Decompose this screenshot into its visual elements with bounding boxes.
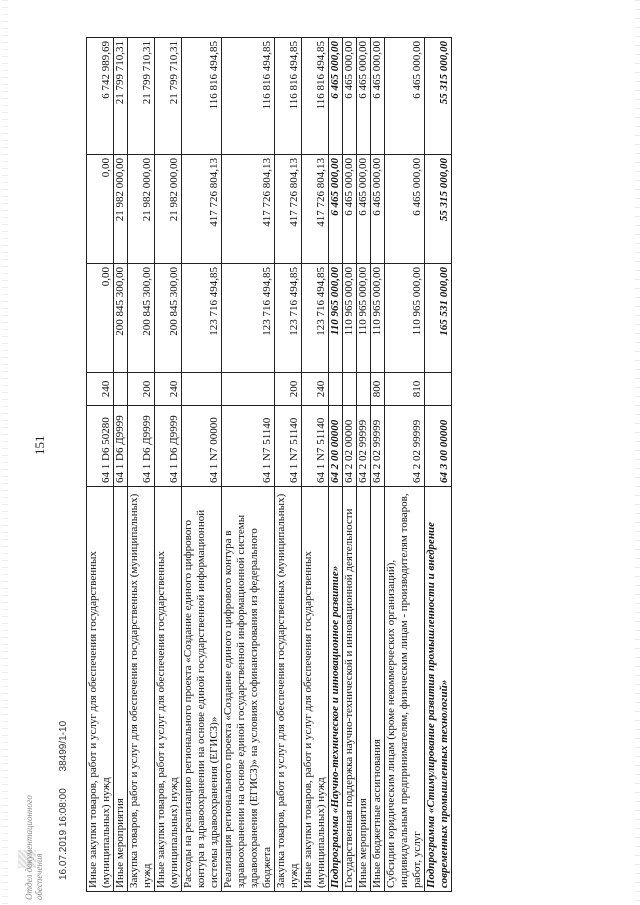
row-value-2-cell: 417 726 804,13 [302,155,329,264]
row-code-cell: 64 2 02 99999 [371,406,385,487]
scan-edge-left [2,0,8,905]
table-row [128,38,155,892]
table-row [329,38,343,892]
row-code-cell: 64 1 N7 00000 [182,406,222,487]
row-value-1-cell: 123 716 494,85 [182,264,222,373]
table-row [222,38,275,892]
row-value-2-cell: 21 982 000,00 [128,155,155,264]
row-code-cell: 64 1 N7 51140 [222,406,275,487]
row-name-cell: Расходы на реализацию регионального проекта «Создание единого цифрового контура в здравоохранении на основе единой государственной информационной системы здравоохранения (ЕГИСЗ)» [182,487,222,892]
table-row [425,38,452,892]
table-row [302,38,329,892]
row-value-3-cell: 6 465 000,00 [357,38,371,155]
row-value-2-cell: 417 726 804,13 [275,155,302,264]
row-value-2-cell: 21 982 000,00 [114,155,128,264]
row-value-3-cell: 21 799 710,31 [128,38,155,155]
row-value-2-cell: 0,00 [87,155,114,264]
row-code-cell: 64 3 00 00000 [425,406,452,487]
row-type-cell: 240 [302,373,329,406]
row-value-2-cell: 417 726 804,13 [182,155,222,264]
row-type-cell: 200 [275,373,302,406]
row-value-3-cell: 55 315 000,00 [425,38,452,155]
stamp-line-1: Отдел документационного [24,795,34,900]
row-name-cell: Иные закупки товаров, работ и услуг для обеспечения государственных (муниципальных) нужд [302,487,329,892]
row-value-3-cell: 116 816 494,85 [222,38,275,155]
row-value-3-cell: 6 465 000,00 [371,38,385,155]
row-name-cell: Иные закупки товаров, работ и услуг для обеспечения государственных (муниципальных) нужд [87,487,114,892]
department-stamp [24,795,44,900]
row-code-cell: 64 2 00 00000 [329,406,343,487]
table-row [275,38,302,892]
row-type-cell: 240 [87,373,114,406]
row-name-cell: Закупка товаров, работ и услуг для обеспечения государственных (муниципальных) нужд [128,487,155,892]
row-type-cell: 240 [155,373,182,406]
row-value-1-cell: 110 965 000,00 [357,264,371,373]
row-type-cell [222,373,275,406]
row-value-3-cell: 116 816 494,85 [275,38,302,155]
table-row [385,38,425,892]
row-name-cell: Закупка товаров, работ и услуг для обеспечения государственных (муниципальных) нужд [275,487,302,892]
row-value-1-cell: 110 965 000,00 [329,264,343,373]
table-row [343,38,357,892]
row-code-cell: 64 1 N7 51140 [275,406,302,487]
row-code-cell: 64 1 N7 51140 [302,406,329,487]
footer-datetime: 16.07.2019 16:08:00 [58,788,69,880]
row-code-cell: 64 2 02 99999 [357,406,371,487]
row-code-cell: 64 1 D6 50280 [87,406,114,487]
row-value-1-cell: 123 716 494,85 [302,264,329,373]
row-name-cell: Иные мероприятия [357,487,371,892]
row-name-cell: Иные мероприятия [114,487,128,892]
table-row [357,38,371,892]
page-number: 151 [32,435,47,455]
row-value-1-cell: 110 965 000,00 [343,264,357,373]
row-value-2-cell: 6 465 000,00 [357,155,371,264]
footer-doc-id: 38499/1-10 [58,720,69,772]
row-code-cell: 64 1 D6 Д9999 [128,406,155,487]
row-name-cell: Подпрограмма «Стимулирование развития промышленности и внедрение современных промышленных технологий» [425,487,452,892]
row-code-cell: 64 1 D6 Д9999 [114,406,128,487]
table-row [182,38,222,892]
row-value-1-cell: 110 965 000,00 [385,264,425,373]
row-name-cell: Иные бюджетные ассигнования [371,487,385,892]
budget-table [86,37,452,892]
row-code-cell: 64 2 02 99999 [385,406,425,487]
row-name-cell: Иные закупки товаров, работ и услуг для обеспечения государственных (муниципальных) нужд [155,487,182,892]
row-value-3-cell: 21 799 710,31 [155,38,182,155]
row-value-3-cell: 6 465 000,00 [343,38,357,155]
row-name-cell: Реализация регионального проекта «Создание единого цифрового контура в здравоохранении на основе единой государственной информационной системы здравоохранения (ЕГИСЗ)» на условиях софинансирования из федерального бюджета [222,487,275,892]
row-value-3-cell: 21 799 710,31 [114,38,128,155]
row-value-1-cell: 123 716 494,85 [275,264,302,373]
row-code-cell: 64 2 02 00000 [343,406,357,487]
row-value-2-cell: 6 465 000,00 [329,155,343,264]
row-value-3-cell: 116 816 494,85 [182,38,222,155]
row-value-2-cell: 6 465 000,00 [343,155,357,264]
row-value-1-cell: 200 845 300,00 [114,264,128,373]
row-value-3-cell: 6 465 000,00 [329,38,343,155]
footer [58,707,69,880]
row-type-cell: 800 [371,373,385,406]
table-row [155,38,182,892]
row-value-2-cell: 6 465 000,00 [371,155,385,264]
row-code-cell: 64 1 D6 Д9999 [155,406,182,487]
row-type-cell: 810 [385,373,425,406]
scan-edge-right [635,0,640,905]
row-name-cell: Подпрограмма «Научно-техническое и инновационное развитие» [329,487,343,892]
row-type-cell [425,373,452,406]
row-value-3-cell: 6 742 989,69 [87,38,114,155]
row-type-cell [182,373,222,406]
row-type-cell [343,373,357,406]
row-value-2-cell: 417 726 804,13 [222,155,275,264]
table-row [87,38,114,892]
row-type-cell [329,373,343,406]
row-value-3-cell: 116 816 494,85 [302,38,329,155]
row-name-cell: Субсидии юридическим лицам (кроме некоммерческих организаций), индивидуальным предпринимателям, физическим лицам - производителям товаров, работ, услуг [385,487,425,892]
row-value-1-cell: 110 965 000,00 [371,264,385,373]
row-value-2-cell: 55 315 000,00 [425,155,452,264]
row-value-1-cell: 123 716 494,85 [222,264,275,373]
row-value-1-cell: 0,00 [87,264,114,373]
row-value-1-cell: 200 845 300,00 [155,264,182,373]
stamp-line-2: обеспечения [34,853,44,900]
row-type-cell [114,373,128,406]
row-value-3-cell: 6 465 000,00 [385,38,425,155]
row-name-cell: Государственная поддержка научно-технической и инновационной деятельности [343,487,357,892]
row-type-cell [357,373,371,406]
rotated-table-container [86,41,615,892]
table-row [114,38,128,892]
row-value-2-cell: 6 465 000,00 [385,155,425,264]
row-value-2-cell: 21 982 000,00 [155,155,182,264]
row-value-1-cell: 200 845 300,00 [128,264,155,373]
table-row [371,38,385,892]
row-value-1-cell: 165 531 000,00 [425,264,452,373]
row-type-cell: 200 [128,373,155,406]
